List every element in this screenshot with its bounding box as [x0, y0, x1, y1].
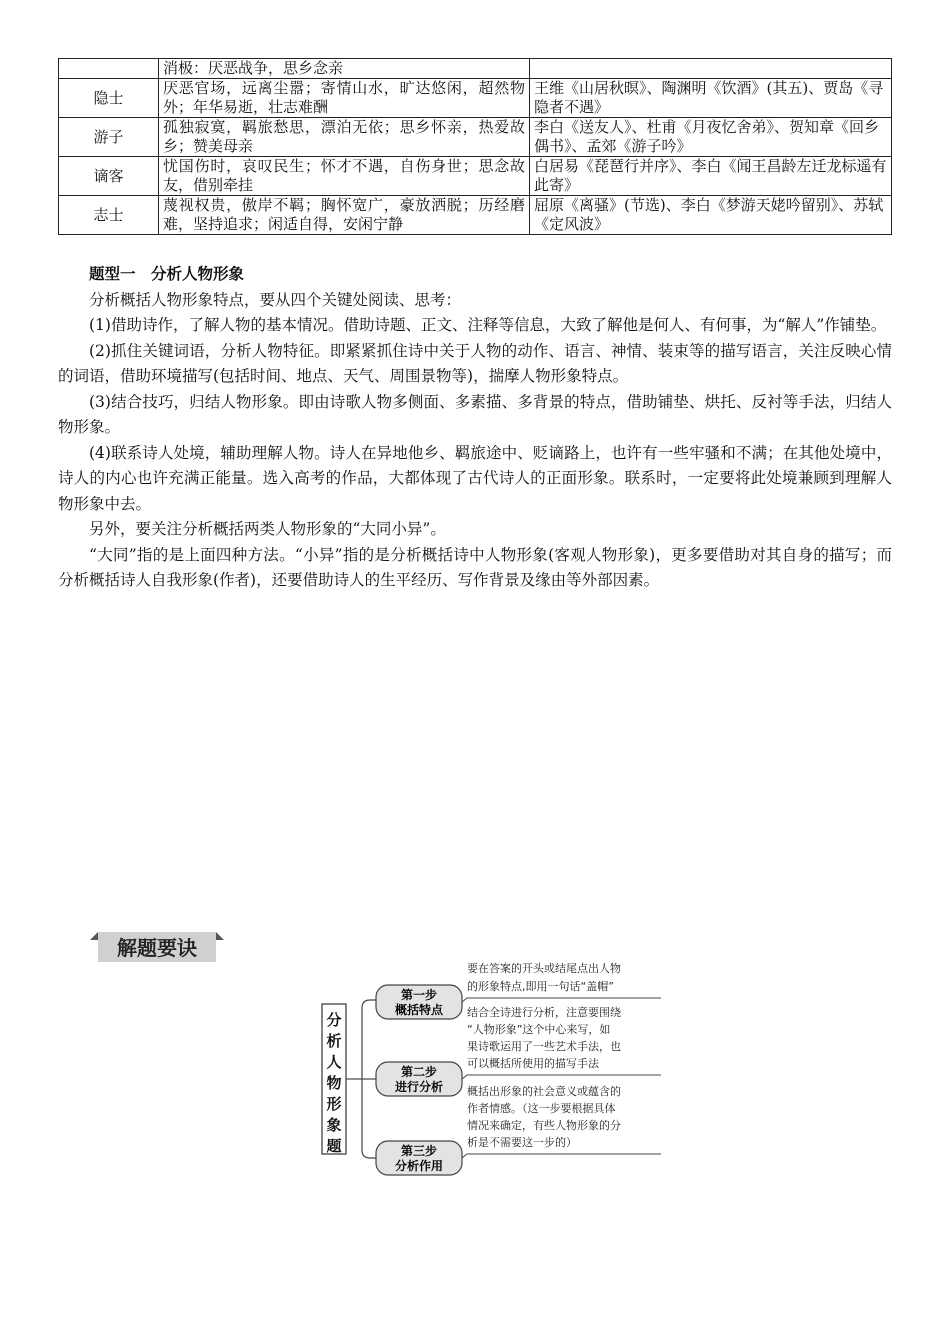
- banner-right-corner: [216, 932, 224, 940]
- type-cell: 隐士: [59, 79, 159, 118]
- step-3-description: [467, 1084, 621, 1149]
- root-char: 形: [326, 1095, 342, 1113]
- paragraph: (1)借助诗作，了解人物的基本情况。借助诗题、正文、注释等信息，大致了解他是何人、有何事，为“解人”作铺垫。: [89, 316, 887, 334]
- section-heading: 题型一 分析人物形象: [89, 265, 245, 283]
- description-line: 作者情感。（这一步要根据具体: [467, 1102, 616, 1115]
- table-row: [59, 157, 892, 196]
- characteristics-cell: 消极：厌恶战争，思乡念亲: [159, 59, 530, 79]
- paragraph: (4)联系诗人处境，辅助理解人物。诗人在异地他乡、羁旅途中、贬谪路上，也许有一些牢骚和不满；在其他处境中，诗人的内心也许充满正能量。选入高考的作品，大都体现了古代诗人的正面形象。联系时，一定要将此处境兼顾到理解人物形象中去。: [58, 443, 892, 513]
- root-char: 象: [326, 1116, 342, 1134]
- step-label: 第一步: [400, 988, 438, 1002]
- paragraph: (3)结合技巧，归结人物形象。即由诗歌人物多侧面、多素描、多背景的特点，借助铺垫、烘托、反衬等手法，归结人物形象。: [58, 392, 892, 436]
- paragraph: “大同”指的是上面四种方法。“小异”指的是分析概括诗中人物形象(客观人物形象)，更多要借助对其自身的描写；而分析概括诗人自我形象(作者)，还要借助诗人的生平经历、写作背景及缘由等外部因素。: [58, 545, 892, 589]
- root-char: 物: [326, 1074, 342, 1092]
- works-cell: 白居易《琵琶行并序》、李白《闻王昌龄左迁龙标遥有此寄》: [530, 157, 892, 196]
- works-cell: 屈原《离骚》(节选)、李白《梦游天姥吟留别》、苏轼《定风波》: [530, 196, 892, 235]
- tips-banner: [88, 930, 228, 964]
- step-name: 分析作用: [394, 1159, 444, 1173]
- table-row: [59, 196, 892, 235]
- paragraph: 另外，要关注分析概括两类人物形象的“大同小异”。: [89, 520, 446, 538]
- step-label: 第三步: [400, 1144, 438, 1158]
- banner-label: 解题要诀: [117, 936, 197, 960]
- banner-left-corner: [90, 932, 98, 940]
- step-2: [376, 1062, 462, 1096]
- paragraph: (2)抓住关键词语，分析人物特征。即紧紧抓住诗中关于人物的动作、语言、神情、装束等的描写语言，关注反映心情的词语，借助环境描写(包括时间、地点、天气、周围景物等)，揣摩人物形象特点。: [58, 341, 892, 385]
- root-label: [326, 1011, 342, 1155]
- description-line: 果诗歌运用了一些艺术手法，也: [467, 1040, 621, 1053]
- root-char: 人: [326, 1053, 342, 1071]
- step-2-description: [467, 1005, 621, 1070]
- characteristics-cell: 孤独寂寞，羁旅愁思，漂泊无依；思乡怀亲，热爱故乡；赞美母亲: [159, 118, 530, 157]
- description-line: 情况来确定，有些人物形象的分: [467, 1119, 621, 1132]
- description-line: 概括出形象的社会意义或蕴含的: [467, 1085, 621, 1098]
- type-cell: 谪客: [59, 157, 159, 196]
- type-cell: 志士: [59, 196, 159, 235]
- step-name: 进行分析: [394, 1080, 444, 1094]
- paragraph: 分析概括人物形象特点，要从四个关键处阅读、思考：: [89, 290, 462, 309]
- characteristics-cell: 蔑视权贵，傲岸不羁；胸怀宽广，豪放洒脱；历经磨难，坚持追求；闲适自得，安闲宁静: [159, 196, 530, 235]
- description-line: 要在答案的开头或结尾点出人物: [467, 962, 621, 975]
- description-line: 析是不需要这一步的）: [467, 1136, 577, 1149]
- article-body: [58, 262, 892, 594]
- works-cell: 王维《山居秋暝》、陶渊明《饮酒》(其五)、贾岛《寻隐者不遇》: [530, 79, 892, 118]
- root-char: 题: [326, 1137, 342, 1155]
- description-line: 可以概括所使用的描写手法: [467, 1057, 599, 1070]
- works-cell: 李白《送友人》、杜甫《月夜忆舍弟》、贺知章《回乡偶书》、孟郊《游子吟》: [530, 118, 892, 157]
- root-char: 分: [326, 1011, 342, 1029]
- characteristics-cell: 忧国伤时，哀叹民生；怀才不遇，自伤身世；思念故友，借别牵挂: [159, 157, 530, 196]
- characteristics-cell: 厌恶官场，远离尘嚣；寄情山水，旷达悠闲，超然物外；年华易逝，壮志难酬: [159, 79, 530, 118]
- step-1-description: [467, 961, 621, 993]
- step-label: 第二步: [400, 1065, 438, 1079]
- poet-type-table: [58, 58, 892, 235]
- step-name: 概括特点: [394, 1003, 444, 1017]
- type-cell: [59, 59, 159, 79]
- analysis-steps-diagram: [320, 958, 665, 1183]
- step-1: [376, 985, 462, 1019]
- table-row: [59, 59, 892, 79]
- step-3: [376, 1141, 462, 1175]
- diagram-connectors: [346, 1000, 376, 1158]
- description-line: 结合全诗进行分析，注意要围绕: [467, 1006, 621, 1019]
- table-row: [59, 118, 892, 157]
- works-cell: [530, 59, 892, 79]
- description-line: 的形象特点,即用一句话“盖帽”: [467, 980, 614, 993]
- root-char: 析: [326, 1032, 342, 1050]
- type-cell: 游子: [59, 118, 159, 157]
- table-row: [59, 79, 892, 118]
- description-line: “人物形象”这个中心来写，如: [467, 1023, 611, 1036]
- description-underlines: [462, 998, 661, 1158]
